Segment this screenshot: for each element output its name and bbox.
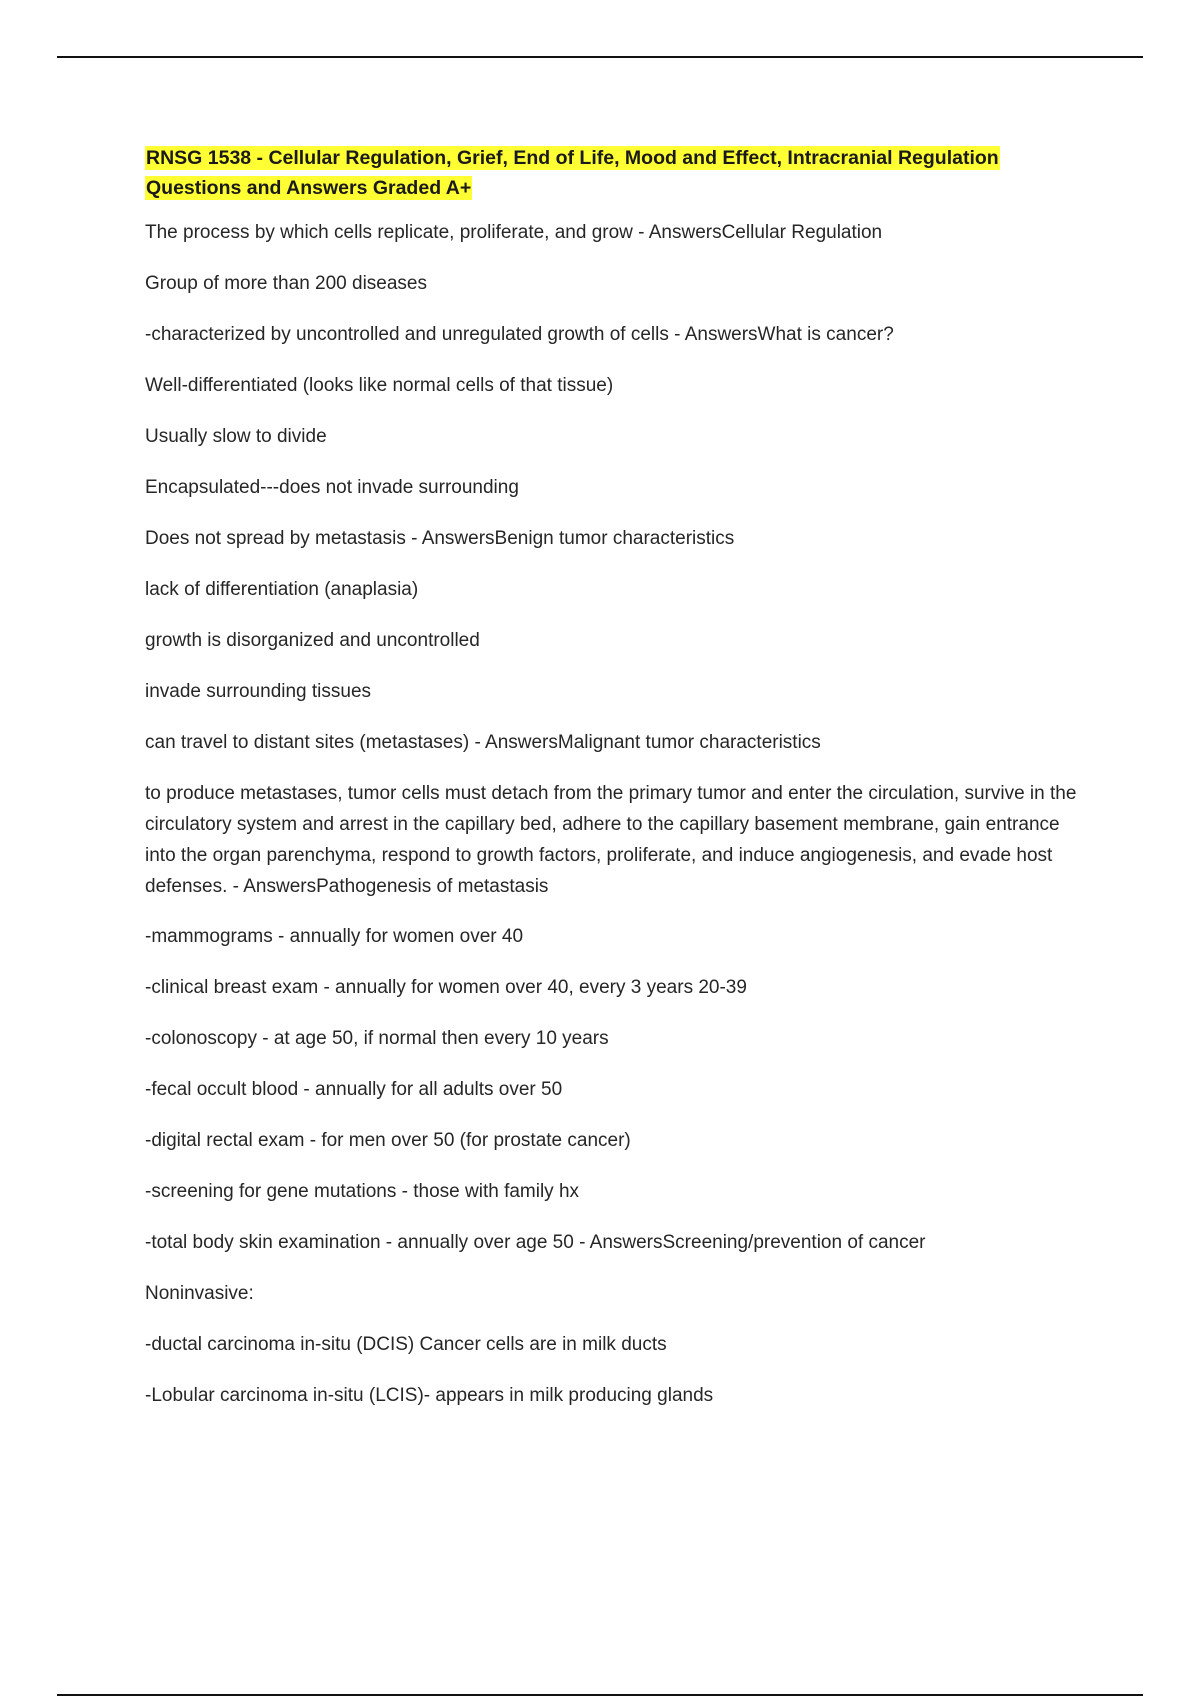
paragraph: -fecal occult blood - annually for all adults over 50 — [145, 1079, 563, 1100]
paragraph: to produce metastases, tumor cells must detach from the primary tumor and enter the circulation, survive in the circulatory system and arrest in the capillary bed, adhere to the capillary basement membrane, gain entrance into the organ parenchyma, respond to growth factors, proliferate, and induce angiogenesis, and evade host defenses. - AnswersPathogenesis of metastasis — [145, 783, 1077, 897]
paragraph: -clinical breast exam - annually for women over 40, every 3 years 20-39 — [145, 977, 747, 998]
paragraph: -characterized by uncontrolled and unregulated growth of cells - AnswersWhat is cancer? — [145, 324, 894, 345]
footer-rule — [57, 1694, 1143, 1696]
paragraph: growth is disorganized and uncontrolled — [145, 630, 480, 651]
paragraph: Noninvasive: — [145, 1283, 254, 1304]
paragraph: Well-differentiated (looks like normal cells of that tissue) — [145, 375, 614, 396]
paragraph: Does not spread by metastasis - AnswersBenign tumor characteristics — [145, 528, 735, 549]
paragraph: Group of more than 200 diseases — [145, 273, 428, 294]
document-title — [145, 143, 1095, 203]
document-body — [145, 143, 1095, 1431]
paragraph: lack of differentiation (anaplasia) — [145, 579, 419, 600]
header-rule — [57, 56, 1143, 58]
paragraph: The process by which cells replicate, proliferate, and grow - AnswersCellular Regulation — [145, 222, 883, 243]
paragraph: -ductal carcinoma in-situ (DCIS) Cancer cells are in milk ducts — [145, 1334, 667, 1355]
paragraph: -colonoscopy - at age 50, if normal then every 10 years — [145, 1028, 609, 1049]
paragraph: -mammograms - annually for women over 40 — [145, 926, 524, 947]
paragraph: can travel to distant sites (metastases) - AnswersMalignant tumor characteristics — [145, 732, 821, 753]
paragraph: -digital rectal exam - for men over 50 (for prostate cancer) — [145, 1130, 631, 1151]
highlighted-title-text: RNSG 1538 - Cellular Regulation, Grief, End of Life, Mood and Effect, Intracranial Regulation Questions and Answers Graded A+ — [146, 147, 999, 199]
paragraph: -Lobular carcinoma in-situ (LCIS)- appears in milk producing glands — [145, 1385, 714, 1406]
paragraph: Usually slow to divide — [145, 426, 327, 447]
paragraph: Encapsulated---does not invade surrounding — [145, 477, 519, 498]
paragraph: -screening for gene mutations - those with family hx — [145, 1181, 580, 1202]
paragraph: invade surrounding tissues — [145, 681, 372, 702]
paragraph: -total body skin examination - annually over age 50 - AnswersScreening/prevention of cancer — [145, 1232, 926, 1253]
